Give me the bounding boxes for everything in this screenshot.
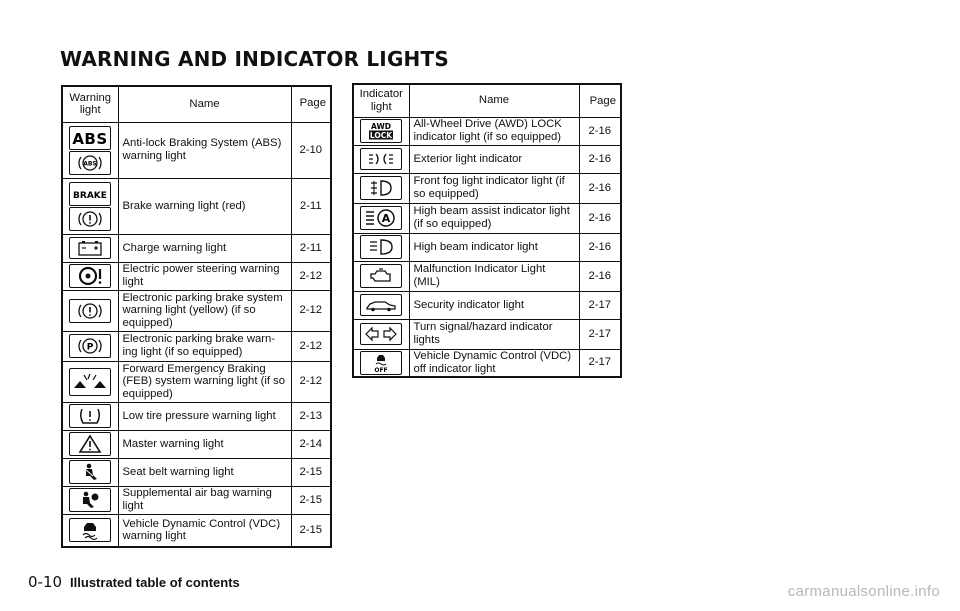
indicator-lights-table (352, 83, 622, 378)
footer-title: Illustrated table of contents (70, 575, 240, 590)
row-page: 2-15 (291, 486, 331, 514)
row-name: Front fog light indicator light (if so equipped) (409, 173, 579, 203)
footer-page-number: 0-10 (28, 573, 63, 591)
row-page: 2-16 (579, 117, 621, 145)
table-row (353, 117, 621, 145)
row-page: 2-10 (291, 122, 331, 178)
row-page: 2-17 (579, 319, 621, 349)
header-page: Page (291, 86, 331, 122)
row-name: Charge warning light (118, 234, 291, 262)
header-name: Name (409, 84, 579, 117)
table-row (62, 361, 331, 402)
table-row (62, 458, 331, 486)
row-page: 2-16 (579, 261, 621, 291)
row-page: 2-17 (579, 349, 621, 377)
row-page: 2-11 (291, 178, 331, 234)
row-page: 2-12 (291, 262, 331, 290)
row-name: Forward Emergency Braking (FEB) system warning light (if so equipped) (118, 361, 291, 402)
table-row (62, 486, 331, 514)
awd-lock-icon (360, 119, 402, 143)
header-indicator-light: Indicator light (353, 84, 409, 117)
table-header-row (62, 86, 331, 122)
forward-collision-icon (69, 368, 111, 396)
engine-icon (360, 264, 402, 288)
page-heading: WARNING AND INDICATOR LIGHTS (60, 47, 449, 71)
row-name: Vehicle Dynamic Control (VDC) off indicator light (409, 349, 579, 377)
table-row (353, 233, 621, 261)
high-beam-icon (360, 235, 402, 259)
security-car-icon (360, 294, 402, 316)
brake-icon-label: BRAKE (73, 190, 108, 201)
abs-icon-label: ABS (72, 129, 108, 148)
row-name: Electric power steering warning light (118, 262, 291, 290)
master-warning-icon (69, 432, 111, 456)
turn-signal-icon (360, 323, 402, 345)
row-name: High beam indicator light (409, 233, 579, 261)
abs-icon (69, 126, 111, 150)
header-name: Name (118, 86, 291, 122)
row-name: Vehicle Dynamic Control (VDC) warning light (118, 514, 291, 547)
table-row (62, 402, 331, 430)
table-row (353, 203, 621, 233)
table-row (62, 331, 331, 361)
table-row (353, 261, 621, 291)
lock-icon-label: LOCK (370, 131, 393, 140)
parking-brake-p-icon (69, 334, 111, 358)
row-page: 2-13 (291, 402, 331, 430)
brake-icon (69, 207, 111, 231)
table-row (353, 145, 621, 173)
table-row (62, 262, 331, 290)
table-row (353, 291, 621, 319)
steering-wheel-icon (69, 264, 111, 288)
row-page: 2-12 (291, 290, 331, 331)
row-page: 2-16 (579, 203, 621, 233)
vdc-icon (69, 518, 111, 542)
row-name: Anti-lock Braking System (ABS) warning light (118, 122, 291, 178)
row-page: 2-15 (291, 458, 331, 486)
row-name: Supplemental air bag warning light (118, 486, 291, 514)
exterior-light-icon (360, 148, 402, 170)
vdc-off-icon-label: OFF (374, 366, 388, 374)
vdc-off-icon (360, 351, 402, 375)
row-page: 2-15 (291, 514, 331, 547)
high-beam-assist-icon-label: A (381, 212, 391, 225)
header-warning-light: Warning light (62, 86, 118, 122)
row-name: Turn signal/hazard indicator lights (409, 319, 579, 349)
row-name: Exterior light indicator (409, 145, 579, 173)
row-page: 2-14 (291, 430, 331, 458)
battery-icon (69, 237, 111, 259)
table-row (62, 122, 331, 178)
row-name: All-Wheel Drive (AWD) LOCK indicator light (if so equipped) (409, 117, 579, 145)
svg-text:P: P (86, 342, 94, 353)
row-name: Security indicator light (409, 291, 579, 319)
table-row (62, 234, 331, 262)
row-name: Brake warning light (red) (118, 178, 291, 234)
row-name: Master warning light (118, 430, 291, 458)
warning-lights-table (61, 85, 332, 548)
seat-belt-icon (69, 460, 111, 484)
brake-text-icon (69, 182, 111, 206)
abs-circle-icon (69, 151, 111, 175)
airbag-icon (69, 488, 111, 512)
high-beam-assist-icon (360, 206, 402, 230)
header-page: Page (579, 84, 621, 117)
row-name: Malfunction Indicator Light (MIL) (409, 261, 579, 291)
table-row (353, 349, 621, 377)
table-row (62, 290, 331, 331)
row-page: 2-16 (579, 145, 621, 173)
front-fog-icon (360, 176, 402, 200)
row-page: 2-16 (579, 173, 621, 203)
row-name: High beam assist indicator light (if so equipped) (409, 203, 579, 233)
row-page: 2-16 (579, 233, 621, 261)
row-name: Seat belt warning light (118, 458, 291, 486)
parking-brake-icon (69, 299, 111, 323)
table-row (62, 178, 331, 234)
page-footer (28, 573, 240, 591)
tire-pressure-icon (69, 404, 111, 428)
row-page: 2-11 (291, 234, 331, 262)
row-page: 2-12 (291, 331, 331, 361)
svg-text:ABS: ABS (83, 160, 98, 167)
table-row (353, 173, 621, 203)
table-header-row (353, 84, 621, 117)
row-name: Electronic parking brake system warning light (yellow) (if so equipped) (118, 290, 291, 331)
table-row (62, 430, 331, 458)
watermark: carmanualsonline.info (787, 583, 940, 600)
table-row (353, 319, 621, 349)
row-name: Low tire pressure warning light (118, 402, 291, 430)
row-page: 2-12 (291, 361, 331, 402)
row-name: Electronic parking brake warn-ing light (if so equipped) (118, 331, 291, 361)
row-page: 2-17 (579, 291, 621, 319)
table-row (62, 514, 331, 547)
awd-icon-label: AWD (371, 122, 392, 131)
